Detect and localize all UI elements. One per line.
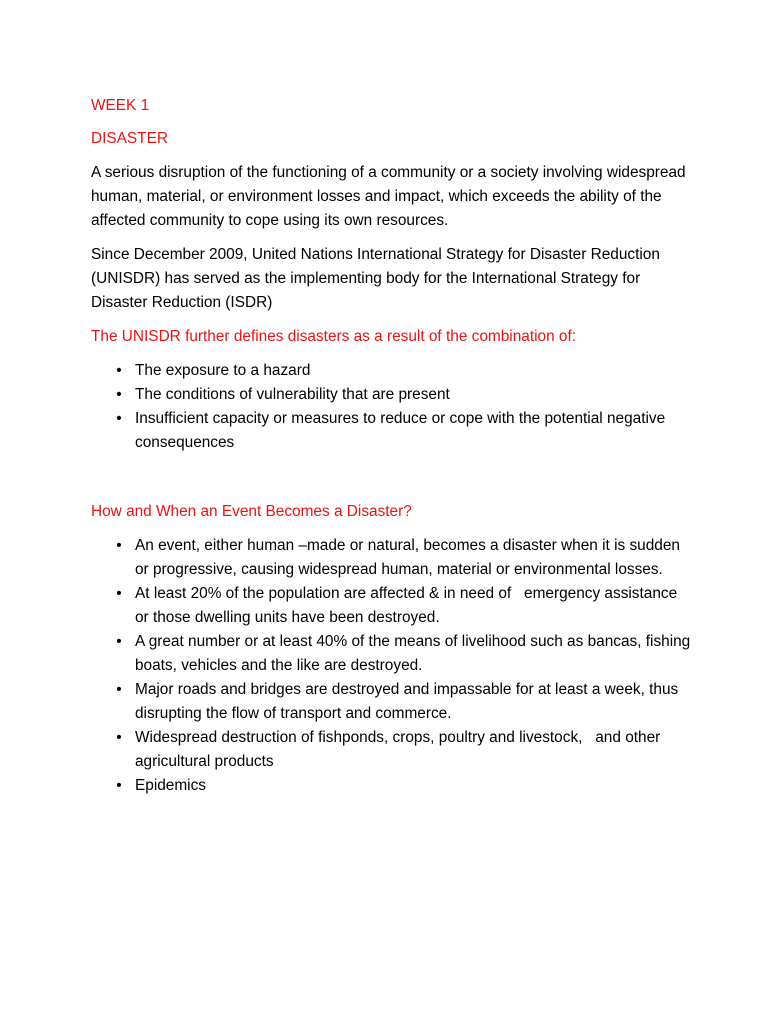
list-item <box>91 582 691 630</box>
document-body <box>91 94 691 798</box>
list-item-text: Widespread destruction of fishponds, crops, poultry and livestock, and other agricultural products <box>135 729 665 770</box>
list-item-text: The conditions of vulnerability that are present <box>135 386 450 403</box>
list-item-text: The exposure to a hazard <box>135 362 311 379</box>
list-item <box>91 359 691 383</box>
bullet-icon: • <box>116 681 122 698</box>
list-item-text: Major roads and bridges are destroyed and impassable for at least a week, thus disrupting the flow of transport and commerce. <box>135 681 679 722</box>
bullet-icon: • <box>116 362 122 379</box>
list-item <box>91 407 691 455</box>
list-item <box>91 630 691 678</box>
unisdr-paragraph: Since December 2009, United Nations International Strategy for Disaster Reduction (UNISDR) has served as the implementing body for the International Strategy for Disaster Reduction (ISDR) <box>91 246 660 311</box>
list-item-text: Insufficient capacity or measures to reduce or cope with the potential negative consequences <box>135 410 666 451</box>
list-item-text: A great number or at least 40% of the means of livelihood such as bancas, fishing boats, vehicles and the like are destroyed. <box>135 633 691 674</box>
bullet-icon: • <box>116 633 122 650</box>
list-item <box>91 534 691 582</box>
combination-heading: The UNISDR further defines disasters as a result of the combination of: <box>91 328 577 345</box>
week-heading: WEEK 1 <box>91 97 150 114</box>
list-item-text: An event, either human –made or natural, becomes a disaster when it is sudden or progressive, causing widespread human, material or environmental losses. <box>135 537 680 578</box>
event-heading: How and When an Event Becomes a Disaster? <box>91 503 412 520</box>
list-item-text: At least 20% of the population are affected & in need of emergency assistance or those dwelling units have been destroyed. <box>135 585 682 626</box>
bullet-icon: • <box>116 386 122 403</box>
list-item-text: Epidemics <box>135 777 206 794</box>
bullet-icon: • <box>116 777 122 794</box>
combination-list <box>91 359 691 455</box>
list-item <box>91 726 691 774</box>
bullet-icon: • <box>116 537 122 554</box>
bullet-icon: • <box>116 585 122 602</box>
section-heading-disaster: DISASTER <box>91 130 168 147</box>
list-item <box>91 774 691 798</box>
bullet-icon: • <box>116 729 122 746</box>
event-criteria-list <box>91 534 691 798</box>
list-item <box>91 383 691 407</box>
definition-paragraph: A serious disruption of the functioning of a community or a society involving widespread human, material, or environment losses and impact, which exceeds the ability of the affected community to cope using its own resources. <box>91 164 686 229</box>
list-item <box>91 678 691 726</box>
bullet-icon: • <box>116 410 122 427</box>
